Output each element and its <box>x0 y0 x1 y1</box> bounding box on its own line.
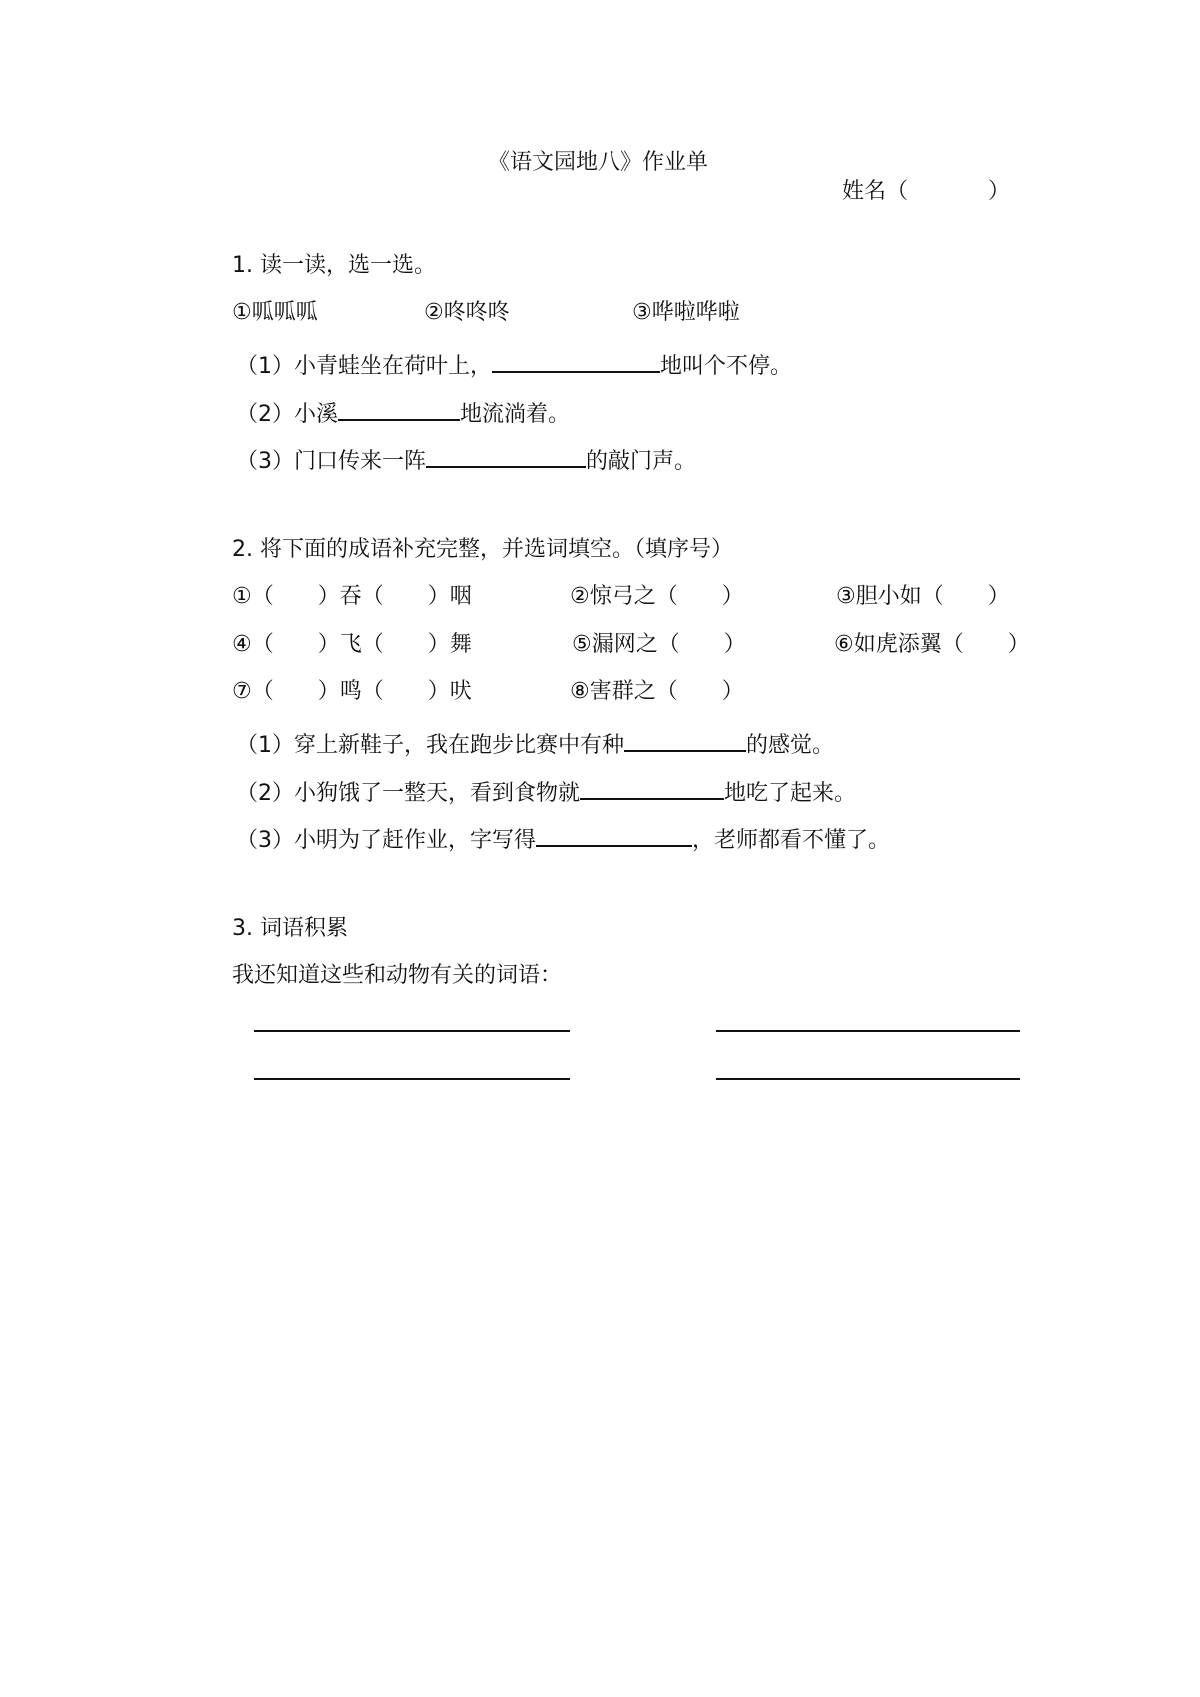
answer-blank[interactable] <box>492 349 660 373</box>
answer-blank[interactable] <box>580 776 724 800</box>
answer-line[interactable] <box>254 1030 570 1032</box>
q2-item-3: （3）小明为了赶作业，字写得 ，老师都看不懂了。 <box>236 823 890 852</box>
q2-item-1: （1）穿上新鞋子，我在跑步比赛中有种 的感觉。 <box>236 728 834 757</box>
idiom: ③胆小如（ ） <box>836 584 1010 609</box>
q1-item-1: （1）小青蛙坐在荷叶上， 地叫个不停。 <box>236 349 792 378</box>
answer-blank[interactable] <box>338 397 460 421</box>
q1-option: ②咚咚咚 <box>424 300 510 325</box>
idiom: ⑦（ ）鸣（ ）吠 <box>232 679 472 704</box>
q3-prompt: 我还知道这些和动物有关的词语： <box>232 963 563 988</box>
idiom: ①（ ）吞（ ）咽 <box>232 584 472 609</box>
idiom: ⑥如虎添翼（ ） <box>834 632 1030 657</box>
idiom: ②惊弓之（ ） <box>570 584 744 609</box>
q1-option: ①呱呱呱 <box>232 300 318 325</box>
name-close: ） <box>988 179 1011 204</box>
idiom: ⑧害群之（ ） <box>570 679 744 704</box>
answer-line[interactable] <box>716 1078 1020 1080</box>
q2-heading: 2. 将下面的成语补充完整，并选词填空。（填序号） <box>232 537 733 562</box>
answer-blank[interactable] <box>426 444 586 468</box>
name-label: 姓名（ <box>842 179 909 204</box>
q3-heading: 3. 词语积累 <box>232 916 348 941</box>
q1-heading: 1. 读一读，选一选。 <box>232 253 436 278</box>
answer-line[interactable] <box>254 1078 570 1080</box>
name-field[interactable] <box>842 181 1010 203</box>
page-title: 《语文园地八》作业单 <box>488 150 709 175</box>
q1-item-3: （3）门口传来一阵 的敲门声。 <box>236 444 696 473</box>
answer-blank[interactable] <box>536 823 692 847</box>
q1-item-2: （2）小溪 地流淌着。 <box>236 397 570 426</box>
q2-item-2: （2）小狗饿了一整天，看到食物就 地吃了起来。 <box>236 776 856 805</box>
answer-line[interactable] <box>716 1030 1020 1032</box>
idiom: ⑤漏网之（ ） <box>572 632 746 657</box>
answer-blank[interactable] <box>624 728 746 752</box>
idiom: ④（ ）飞（ ）舞 <box>232 632 472 657</box>
q1-option: ③哗啦哗啦 <box>632 300 740 325</box>
